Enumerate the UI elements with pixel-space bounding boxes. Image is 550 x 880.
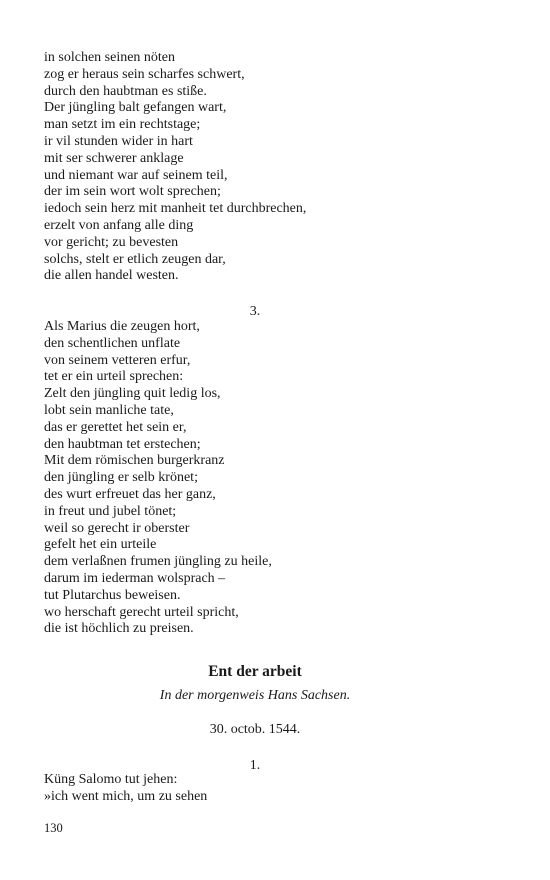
stanza-3 [44,319,514,638]
stanza-1 [44,772,514,806]
verse-line: des wurt erfreuet das her ganz, [44,486,216,502]
verse-line: vor gericht; zu bevesten [44,234,179,250]
verse-line: tut Plutarchus beweisen. [44,587,181,603]
verse-line: tet er ein urteil sprechen: [44,369,184,385]
verse-line: in freut und jubel tönet; [44,503,177,519]
verse-line: Zelt den jüngling quit ledig los, [44,386,221,402]
verse-line: gefelt het ein urteile [44,537,157,553]
verse-line: iedoch sein herz mit manheit tet durchbrechen, [44,201,307,217]
page-number: 130 [44,821,63,835]
verse-line: und niemant war auf seinem teil, [44,167,228,183]
verse-line: die ist höchlich zu preisen. [44,621,194,637]
poem-title: Ent der arbeit [208,663,302,680]
verse-line: Küng Salomo tut jehen: [44,772,178,787]
verse-line: Als Marius die zeugen hort, [44,319,200,334]
verse-line: weil so gerecht ir oberster [44,520,190,536]
verse-line: solchs, stelt er etlich zeugen dar, [44,251,226,267]
verse-line: ir vil stunden wider in hart [44,133,193,149]
verse-line: die allen handel westen. [44,268,179,284]
verse-line: den jüngling er selb krönet; [44,470,198,486]
verse-line: zog er heraus sein scharfes schwert, [44,66,245,82]
verse-line: in solchen seinen nöten [44,50,176,65]
verse-line: man setzt im ein rechtstage; [44,117,201,133]
verse-line: Der jüngling balt gefangen wart, [44,100,227,116]
verse-line: lobt sein manliche tate, [44,402,174,418]
poem-subtitle: In der morgenweis Hans Sachsen. [159,688,351,703]
verse-line: den haubtman tet erstechen; [44,436,201,452]
verse-line: »ich went mich, um zu sehen [44,788,208,804]
stanza-number: 1. [249,758,261,773]
verse-line: von seinem vetteren erfur, [44,352,191,368]
verse-line: Mit dem römischen burgerkranz [44,453,225,469]
poem-date: 30. octob. 1544. [209,722,301,737]
verse-line: der im sein wort wolt sprechen; [44,184,221,200]
stanza-number: 3. [249,304,261,319]
verse-line: das er gerettet het sein er, [44,419,187,435]
verse-line: wo herschaft gerecht urteil spricht, [44,604,239,620]
verse-line: den schentlichen unflate [44,335,181,351]
verse-line: dem verlaßnen frumen jüngling zu heile, [44,554,272,570]
stanza-continued [44,50,514,285]
verse-line: mit ser schwerer anklage [44,150,184,166]
verse-line: durch den haubtman es stiße. [44,83,207,99]
verse-line: darum im iederman wolsprach – [44,570,226,586]
verse-line: erzelt von anfang alle ding [44,217,194,233]
